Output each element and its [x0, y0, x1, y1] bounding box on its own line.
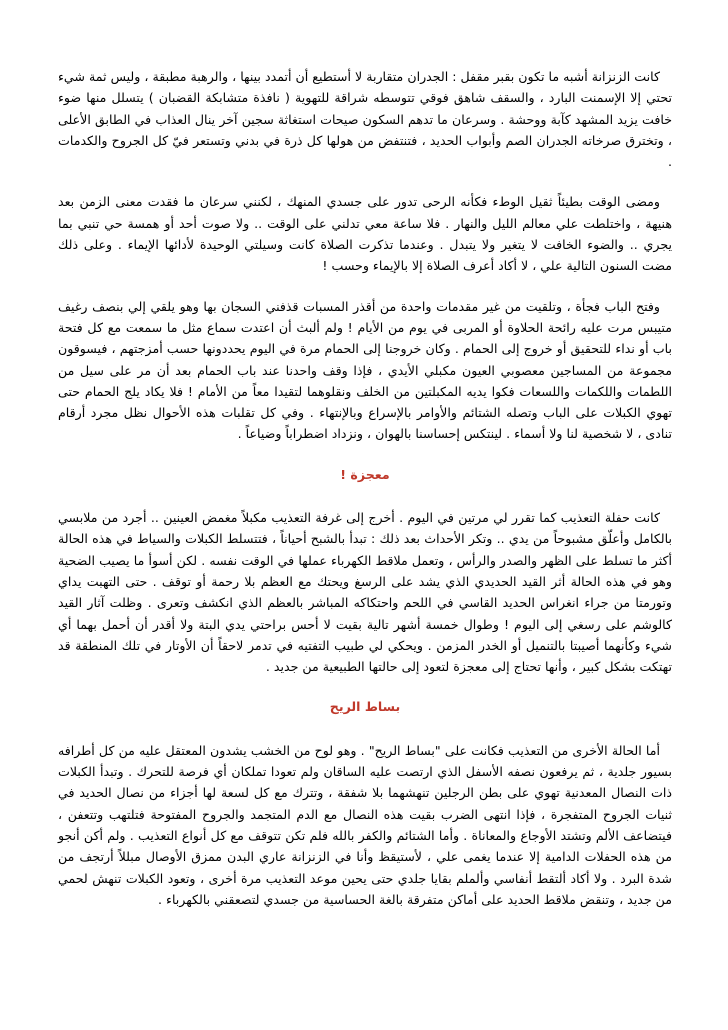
paragraph-carpet: أما الحالة الأخرى من التعذيب فكانت على "بساط الريح" . وهو لوح من الخشب يشدون المعتقل عليه من كل أطرافه بسيور جلدية ، ثم يرفعون نصفه الأسفل الذي ارتصت عليه الساقان ولم تعودا تملكان أي فرصة للتحرك . وتبدأ الكبلات ذات النصال المعدنية تهوي على بطن الرجلين تنهشهما بلا شفقة ، وتترك مع كل لسعة لها أجزاء من نصال الحديد في ثنيات الجروح المتفجرة ، فإذا انتهى الضرب بقيت هذه النصال مع الدم المتجمد والجروح المفتوحة فتلتهب وتتعفن ، فيتضاعف الألم وتشتد الأوجاع والمعاناة . وأما الشتائم والكفر بالله فلم تكن تتوقف مع كل أنواع التعذيب . ولم أكن أنجو من هذه الحفلات الدامية إلا عندما يغمى علي ، لأستيقظ وأنا في الزنزانة عاري البدن ممزق الأوصال مبللاً أرتجف من شدة البرد . ولا أكاد ألتقط أنفاسي وألملم بقايا جلدي حتى يحين موعد التعذيب مرة أخرى ، وتعود الكبلات تنهش لحمي من جديد ، وتنقض ملاقط الحديد على أماكن متفرقة بالغة الحساسية من جسدي لتصعقني بالكهرباء . — [58, 742, 672, 907]
paragraph-time: ومضى الوقت بطيئاً ثقيل الوطء فكأنه الرحى تدور على جسدي المنهك ، لكنني سرعان ما فقدت معنى الزمن بعد هنيهة ، واختلطت علي معالم الليل والنهار . فلا ساعة معي تدلني على الوقت .. ولا صوت أحد أو همسة حي تنبي بما يجري .. والضوء الخافت لا يتغير ولا يتبدل . وعندما تذكرت الصلاة كانت وسيلتي الوحيدة لأدائها الإيماء . وعلى ذلك مضت السنون التالية علي ، لا أكاد أعرف الصلاة إلا بالإيماء وحسب ! — [58, 194, 672, 274]
heading-carpet: بساط الريح — [329, 699, 401, 715]
paragraph-door: وفتح الباب فجأة ، وتلقيت من غير مقدمات واحدة من أقذر المسبات قذفني السجان بها وهو يلقي إلي بنصف رغيف متيبس مرت عليه رائحة الحلاوة أو المربى في يوم من الأيام ! ولم ألبث أن اعتدت سماع مثل ما سمعت مع كل فتحة باب أو نداء للتحقيق أو خروج إلى الحمام . وكان خروجنا إلى الحمام مرة في اليوم يحددونها حسب أمزجتهم ، فيسوقون مجموعة من المساجين معصوبي العيون مكبلي الأيدي ، فإذا وقف واحدنا عند باب الحمام بعد أن مر على سيل من اللطمات واللكمات واللسعات فكوا يديه المكبلتين من الخلف ونقلوهما لتقيدا معاً من الأمام ! فلا يكاد يلج الحمام حتى تهوي الكبلات على الباب وتصله الشتائم والأوامر بالإسراع وبالإنتهاء . وفي كل تقلبات هذه الأحوال نظل مجرد أرقام تنادى ، لا شخصية لنا ولا أسماء . لينتكس إحساسنا بالهوان ، ونزداد اضطراباً وضياعاً . — [58, 298, 672, 442]
document-page — [58, 66, 672, 927]
paragraph-cell: كانت الزنزانة أشبه ما تكون بقبر مقفل : الجدران متقاربة لا أستطيع أن أتمدد بينها ، والرهبة مطبقة ، وليس ثمة شيء تحتي إلا الإسمنت البارد ، والسقف شاهق فوقي تتوسطه شراقة للتهوية ( نافذة متشابكة القضبان ) يتسلل منها ضوء خافت يزيد المشهد كآبة ووحشة . وسرعان ما تدهم السكون صيحات استغاثة سجين آخر ينال العذاب في الطابق الأعلى ، وتخترق صرخاته الجدران الصم وأبواب الحديد ، فتنتفض من هولها كل ذرة في بدني وتستعر فيّ كل الجروح والكدمات . — [58, 69, 672, 170]
paragraph-miracle: كانت حفلة التعذيب كما تقرر لي مرتين في اليوم . أخرج إلى غرفة التعذيب مكبلاً مغمض العينين .. أجرد من ملابسي بالكامل وأعلّق مشبوحاً من يدي .. وتكر الأحداث بعد ذلك : تبدأ بالشبح أحياناً ، فتتسلط الكبلات والسياط في هذه الحالة أكثر ما تسلط على الظهر والصدر والرأس ، وتعمل ملاقط الكهرباء عملها في الوقت نفسه . لكن أسوأ ما يصيب الضحية وهو في هذه الحالة أثر القيد الحديدي الذي يشد على الرسغ ويحتك مع العظم بلا رحمة أو توقف . حتى التهبت يداي وتورمتا من جراء انغراس الحديد القاسي في اللحم واحتكاكه المباشر بالعظم الذي انكشف وتعرى . وظلت آثار القيد كالوشم على رسغي إلى اليوم ! وطوال خمسة أشهر تالية بقيت لا أحس براحتي يدي البتة ولا أقدر أن أحمل بهما أي شيء وكأنهما أصيبتا بالتنميل أو الخدر المزمن . ويحكي لي طبيب التفتيه في تدمر لاحقاً أن الأوتار في تلك المنطقة قد تهتكت بشكل كبير ، وأنها تحتاج إلى معجزة لتعود إلى حالتها الطبيعية من جديد . — [58, 510, 672, 675]
heading-miracle: معجزة ! — [340, 466, 390, 482]
